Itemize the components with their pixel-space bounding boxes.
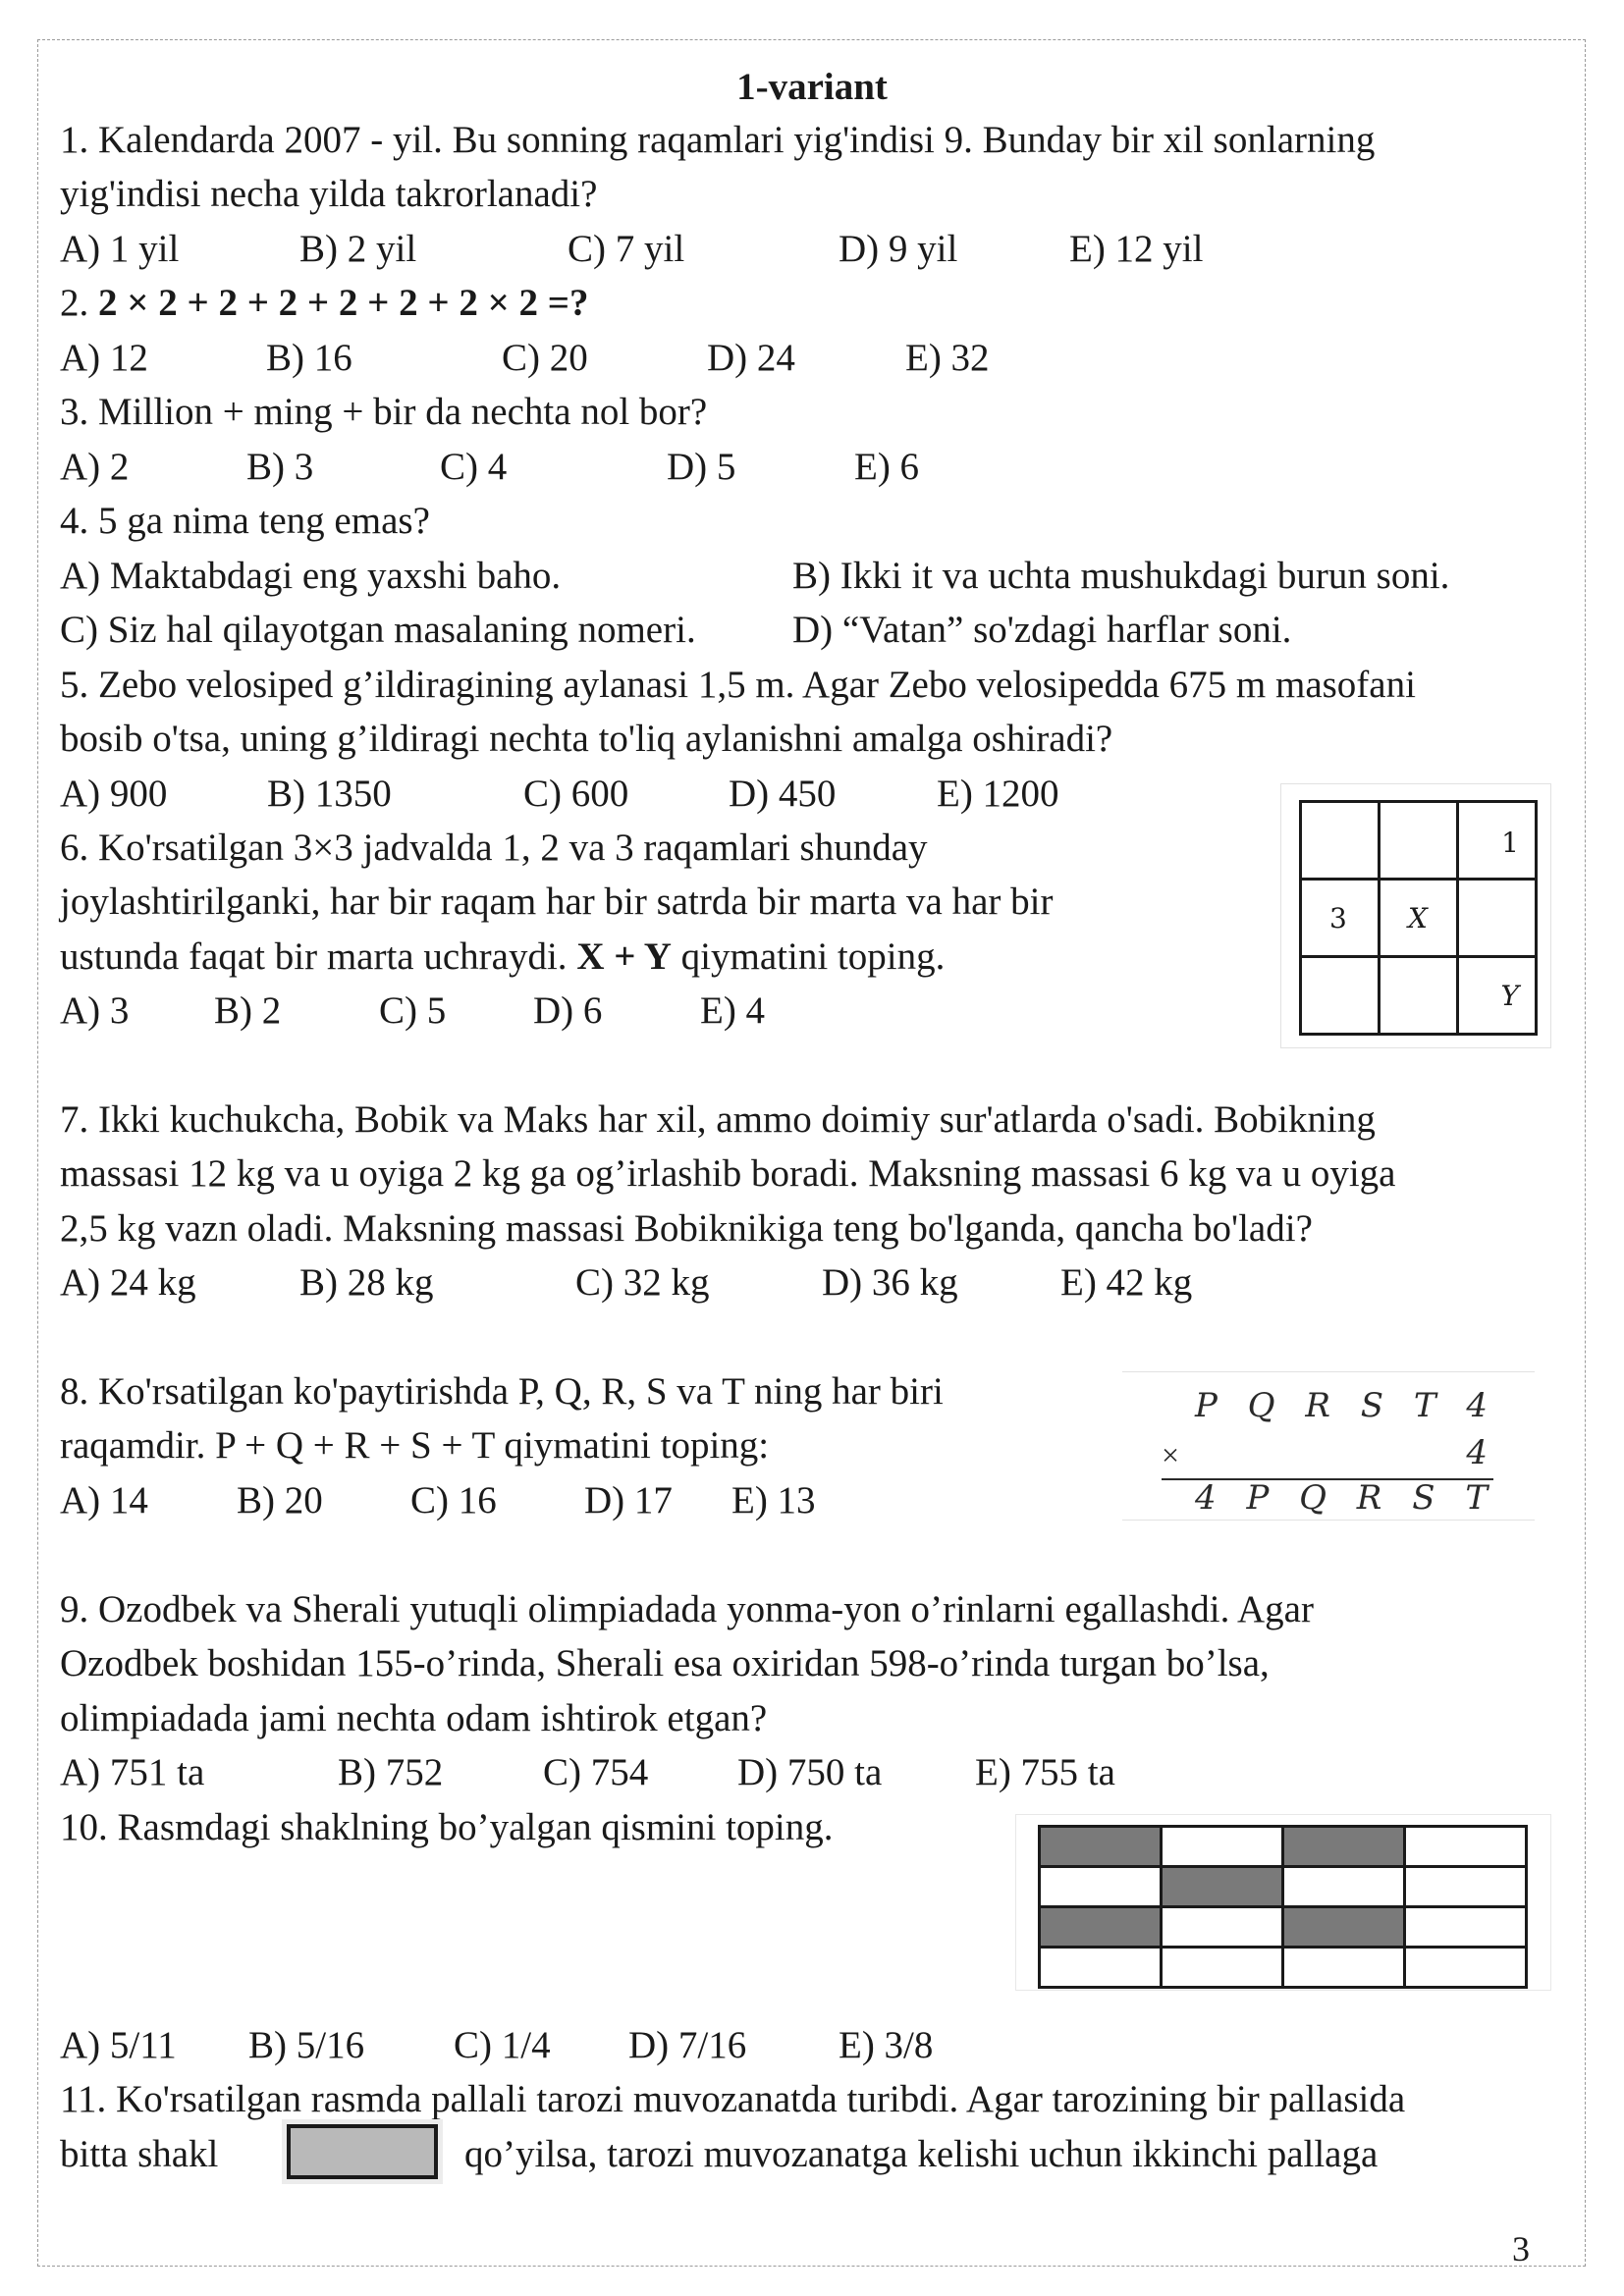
grid-cell [1458, 802, 1537, 880]
grid-cell [1283, 1948, 1405, 1988]
q6-option-d: D) 6 [533, 989, 603, 1032]
q8-option-d: D) 17 [584, 1479, 673, 1522]
q4-option-b: B) Ikki it va uchta mushukdagi burun soni. [792, 555, 1450, 597]
grid-cell [1301, 957, 1380, 1035]
page-title: 1-variant [736, 66, 888, 108]
q10-option-c: C) 1/4 [454, 2024, 551, 2066]
q9-option-d: D) 750 ta [737, 1751, 883, 1793]
q6-option-e: E) 4 [700, 989, 766, 1032]
page-number: 3 [1512, 2229, 1530, 2269]
q10-option-b: B) 5/16 [248, 2024, 365, 2066]
q5-option-b: B) 1350 [267, 773, 392, 815]
q7-text-line1: 7. Ikki kuchukcha, Bobik va Maks har xil, ammo doimiy sur'atlarda o'sadi. Bobikning [60, 1098, 1376, 1141]
grid-cell [1040, 1867, 1162, 1907]
grid-cell [1405, 1827, 1527, 1867]
q9-option-a: A) 751 ta [60, 1751, 205, 1793]
gray-rectangle-shape [287, 2124, 438, 2179]
q1-option-a: A) 1 yil [60, 228, 180, 270]
times-sign: × [1162, 1437, 1180, 1472]
q2-text [60, 284, 589, 322]
q7-option-a: A) 24 kg [60, 1261, 196, 1304]
q10-option-d: D) 7/16 [628, 2024, 747, 2066]
q9-option-c: C) 754 [543, 1751, 649, 1793]
q8-text-line2: raqamdir. P + Q + R + S + T qiymatini toping: [60, 1424, 770, 1467]
q5-option-a: A) 900 [60, 773, 168, 815]
q3-text: 3. Million + ming + bir da nechta nol bor? [60, 391, 708, 433]
grid-cell [1162, 1907, 1283, 1948]
q7-option-d: D) 36 kg [822, 1261, 958, 1304]
grid-cell [1380, 957, 1458, 1035]
q6-option-a: A) 3 [60, 989, 130, 1032]
q8-text-line1: 8. Ko'rsatilgan ko'paytirishda P, Q, R, S va T ning har biri [60, 1370, 944, 1413]
q11-text-line2-end: qo’yilsa, tarozi muvozanatga kelishi uchun ikkinchi pallaga [464, 2133, 1379, 2175]
grid-variable-x: X [1408, 902, 1428, 934]
q2-option-d: D) 24 [707, 337, 795, 379]
grid-cell [1301, 880, 1380, 957]
multiplier: 4 [1466, 1433, 1497, 1472]
q6-line3-end: qiymatini toping. [671, 935, 946, 978]
grid-cell [1405, 1907, 1527, 1948]
shaded-grid [1038, 1825, 1528, 1989]
q2-option-e: E) 32 [905, 337, 990, 379]
q5-option-d: D) 450 [729, 773, 837, 815]
q5-option-e: E) 1200 [937, 773, 1059, 815]
q6-option-b: B) 2 [214, 989, 282, 1032]
q2-option-a: A) 12 [60, 337, 148, 379]
latin-square-grid [1299, 800, 1538, 1036]
q1-option-d: D) 9 yil [839, 228, 958, 270]
q5-option-c: C) 600 [523, 773, 629, 815]
q11-text-line1: 11. Ko'rsatilgan rasmda pallali tarozi muvozanatda turibdi. Agar tarozining bir pallasida [60, 2078, 1406, 2120]
grid-cell [1301, 802, 1380, 880]
q1-option-c: C) 7 yil [568, 228, 685, 270]
shaded-cell [1283, 1827, 1405, 1867]
shaded-cell [1283, 1907, 1405, 1948]
q4-text: 4. 5 ga nima teng emas? [60, 500, 430, 542]
q6-text-line1: 6. Ko'rsatilgan 3×3 jadvalda 1, 2 va 3 raqamlari shunday [60, 827, 928, 869]
q3-option-c: C) 4 [440, 446, 508, 488]
grid-cell [1162, 1827, 1283, 1867]
grid-cell [1040, 1948, 1162, 1988]
q5-text-line2: bosib o'tsa, uning g’ildiragi nechta to'liq aylanishni amalga oshiradi? [60, 718, 1113, 760]
grid-cell [1458, 957, 1537, 1035]
q5-text-line1: 5. Zebo velosiped g’ildiragining aylanasi 1,5 m. Agar Zebo velosipedda 675 m masofani [60, 664, 1416, 706]
q6-text-line3 [60, 937, 945, 976]
q7-option-e: E) 42 kg [1060, 1261, 1193, 1304]
q7-text-line3: 2,5 kg vazn oladi. Maksning massasi Bobiknikiga teng bo'lganda, qancha bo'ladi? [60, 1207, 1313, 1250]
q3-option-b: B) 3 [246, 446, 314, 488]
shaded-cell [1040, 1907, 1162, 1948]
q10-option-a: A) 5/11 [60, 2024, 177, 2066]
q9-text-line2: Ozodbek boshidan 155-o’rinda, Sherali esa oxiridan 598-o’rinda turgan bo’lsa, [60, 1642, 1270, 1684]
product: 4 P Q R S T [1195, 1478, 1497, 1518]
q1-option-e: E) 12 yil [1069, 228, 1204, 270]
q8-option-a: A) 14 [60, 1479, 148, 1522]
q6-expression: X + Y [576, 935, 672, 978]
shaded-cell [1040, 1827, 1162, 1867]
latin-square-figure [1280, 783, 1551, 1048]
multiplicand: P Q R S T 4 [1195, 1386, 1497, 1425]
q10-text: 10. Rasmdagi shaklning bo’yalgan qismini toping. [60, 1806, 834, 1848]
q4-option-d: D) “Vatan” so'zdagi harflar soni. [792, 609, 1292, 651]
q9-option-b: B) 752 [338, 1751, 444, 1793]
grid-cell [1405, 1867, 1527, 1907]
grid-cell [1283, 1867, 1405, 1907]
q4-option-c: C) Siz hal qilayotgan masalaning nomeri. [60, 609, 696, 651]
grid-cell [1380, 802, 1458, 880]
q2-option-c: C) 20 [502, 337, 588, 379]
q7-option-c: C) 32 kg [575, 1261, 710, 1304]
q3-option-d: D) 5 [667, 446, 736, 488]
grid-cell [1405, 1948, 1527, 1988]
q7-text-line2: massasi 12 kg va u oyiga 2 kg ga og’irlashib boradi. Maksning massasi 6 kg va u oyiga [60, 1152, 1396, 1195]
q6-line3-start: ustunda faqat bir marta uchraydi. [60, 935, 577, 978]
q10-option-e: E) 3/8 [839, 2024, 934, 2066]
q2-expression: 2 × 2 + 2 + 2 + 2 + 2 + 2 × 2 =? [98, 282, 589, 324]
shaded-grid-figure [1015, 1814, 1551, 1991]
q8-option-b: B) 20 [237, 1479, 323, 1522]
q4-option-a: A) Maktabdagi eng yaxshi baho. [60, 555, 562, 597]
q1-option-b: B) 2 yil [299, 228, 417, 270]
q8-option-e: E) 13 [731, 1479, 816, 1522]
grid-value-1: 1 [1501, 827, 1519, 859]
grid-cell [1458, 880, 1537, 957]
q2-option-b: B) 16 [266, 337, 352, 379]
q9-option-e: E) 755 ta [975, 1751, 1115, 1793]
q7-option-b: B) 28 kg [299, 1261, 434, 1304]
grid-value-3: 3 [1329, 902, 1347, 934]
q6-text-line2: joylashtirilganki, har bir raqam har bir satrda bir marta va har bir [60, 881, 1054, 923]
q6-option-c: C) 5 [379, 989, 447, 1032]
q3-option-e: E) 6 [854, 446, 920, 488]
q3-option-a: A) 2 [60, 446, 130, 488]
shaded-cell [1162, 1867, 1283, 1907]
multiplication-figure [1122, 1371, 1535, 1521]
q1-text-line2: yig'indisi necha yilda takrorlanadi? [60, 173, 598, 215]
q8-option-c: C) 16 [410, 1479, 497, 1522]
q11-text-line2-start: bitta shakl [60, 2133, 219, 2175]
q2-number: 2. [60, 282, 89, 324]
grid-cell [1162, 1948, 1283, 1988]
grid-cell [1380, 880, 1458, 957]
q9-text-line1: 9. Ozodbek va Sherali yutuqli olimpiadada yonma-yon o’rinlarni egallashdi. Agar [60, 1588, 1314, 1630]
q1-text-line1: 1. Kalendarda 2007 - yil. Bu sonning raqamlari yig'indisi 9. Bunday bir xil sonlarning [60, 119, 1376, 161]
q9-text-line3: olimpiadada jami nechta odam ishtirok etgan? [60, 1697, 768, 1739]
grid-variable-y: Y [1500, 980, 1519, 1012]
